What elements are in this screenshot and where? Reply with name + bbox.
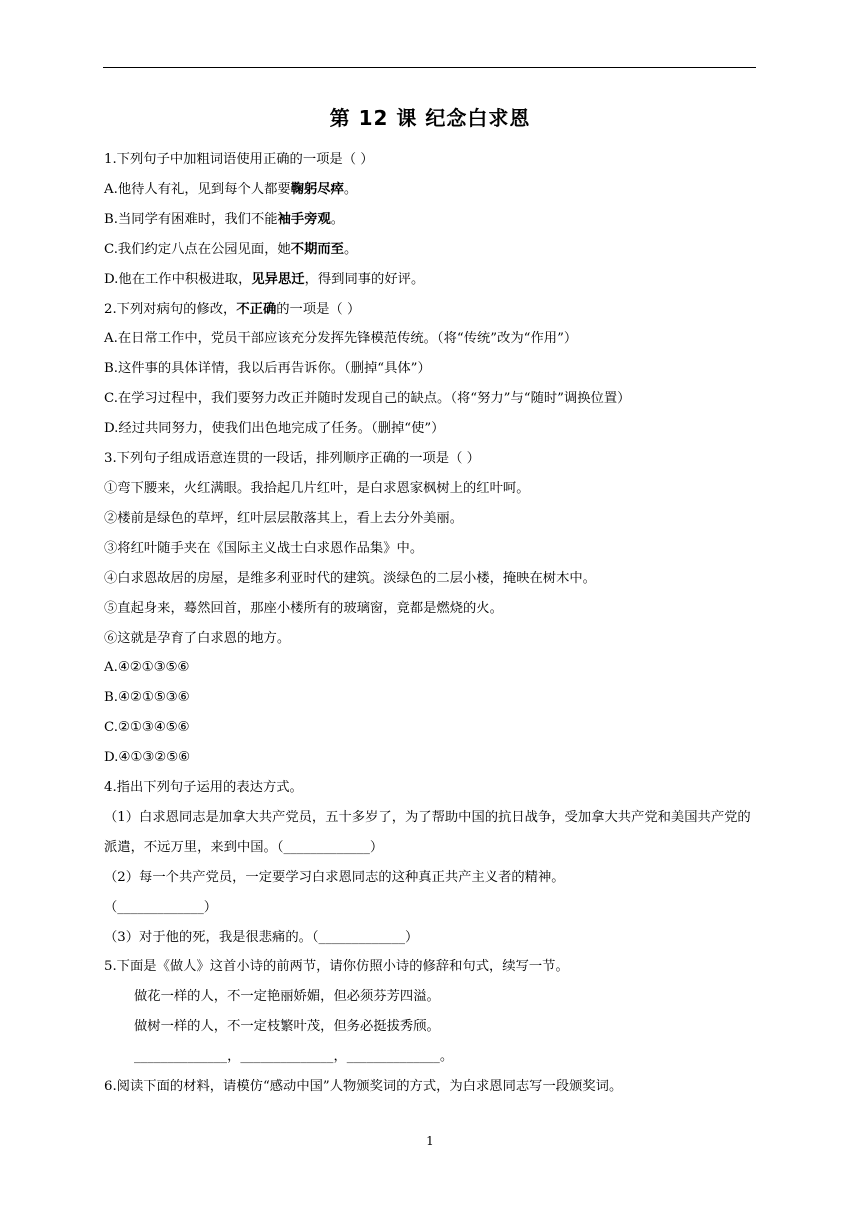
q3-option-a: A.④②①③⑤⑥: [104, 660, 190, 676]
q2-option-c: C.在学习过程中，我们要努力改正并随时发现自己的缺点。（将“努力”与“随时”调换位置）: [104, 391, 631, 407]
question-1-stem: 1.下列句子中加粗词语使用正确的一项是（ ）: [104, 152, 374, 167]
question-3-stem: 3.下列句子组成语意连贯的一段话，排列顺序正确的一项是（ ）: [104, 451, 480, 467]
question-5-stem: 5.下面是《做人》这首小诗的前两节，请你仿照小诗的修辞和句式，续写一节。: [104, 959, 569, 975]
question-6-stem: 6.阅读下面的材料，请模仿“感动中国”人物颁奖词的方式，为白求恩同志写一段颁奖词。: [104, 1079, 623, 1095]
header-rule: [103, 67, 756, 68]
q5-poem-line-2: 做树一样的人，不一定枝繁叶茂，但务必挺拔秀颀。: [134, 1019, 440, 1035]
question-4-stem: 4.指出下列句子运用的表达方式。: [104, 780, 303, 796]
q4-item-2: （2）每一个共产党员，一定要学习白求恩同志的这种真正共产主义者的精神。: [104, 869, 565, 885]
q2-option-b: B.这件事的具体详情，我以后再告诉你。（删掉“具体”）: [104, 361, 431, 377]
q3-sentence-3: ③将红叶随手夹在《国际主义战士白求恩作品集》中。: [104, 540, 424, 556]
q4-item-3: （3）对于他的死，我是很悲痛的。（_____________）: [104, 929, 419, 945]
q3-sentence-6: ⑥这就是孕育了白求恩的地方。: [104, 630, 291, 646]
page-title: 第 12 课 纪念白求恩: [329, 106, 531, 130]
q2-option-d: D.经过共同努力，使我们出色地完成了任务。（删掉“使”）: [104, 421, 445, 437]
q5-answer-blank: ______________，______________，______________。: [134, 1049, 454, 1065]
q3-sentence-5: ⑤直起身来，蓦然回首，那座小楼所有的玻璃窗，竟都是燃烧的火。: [104, 600, 503, 616]
q3-option-b: B.④②①⑤③⑥: [104, 690, 190, 706]
q4-item-1: （1）白求恩同志是加拿大共产党员，五十多岁了，为了帮助中国的抗日战争，受加拿大共产党和美国共产党的派遣，不远万里，来到中国。（_____________）: [104, 809, 751, 855]
q1-option-c: C.我们约定八点在公园见面，她不期而至。: [104, 241, 358, 257]
q4-item-2-blank: （_____________）: [104, 899, 218, 915]
q3-option-d: D.④①③②⑤⑥: [104, 750, 190, 766]
q3-sentence-2: ②楼前是绿色的草坪，红叶层层散落其上，看上去分外美丽。: [104, 510, 464, 526]
q3-option-c: C.②①③④⑤⑥: [104, 720, 190, 736]
document-body: [104, 145, 756, 1102]
q5-poem-line-1: 做花一样的人，不一定艳丽娇媚，但必须芬芳四溢。: [134, 989, 440, 1005]
page-number: 1: [426, 1134, 434, 1148]
q1-option-b: B.当同学有困难时，我们不能袖手旁观。: [104, 211, 345, 227]
question-2-stem: 2.下列对病句的修改，不正确的一项是（ ）: [104, 301, 361, 317]
q3-sentence-1: ①弯下腰来，火红满眼。我拾起几片红叶，是白求恩家枫树上的红叶呵。: [104, 480, 530, 496]
q2-option-a: A.在日常工作中，党员干部应该充分发挥先锋模范传统。（将“传统”改为“作用”）: [104, 331, 578, 347]
q1-option-d: D.他在工作中积极进取，见异思迁，得到同事的好评。: [104, 271, 425, 287]
q3-sentence-4: ④白求恩故居的房屋，是维多利亚时代的建筑。淡绿色的二层小楼，掩映在树木中。: [104, 570, 596, 586]
q1-option-a: A.他待人有礼，见到每个人都要鞠躬尽瘁。: [104, 181, 358, 197]
